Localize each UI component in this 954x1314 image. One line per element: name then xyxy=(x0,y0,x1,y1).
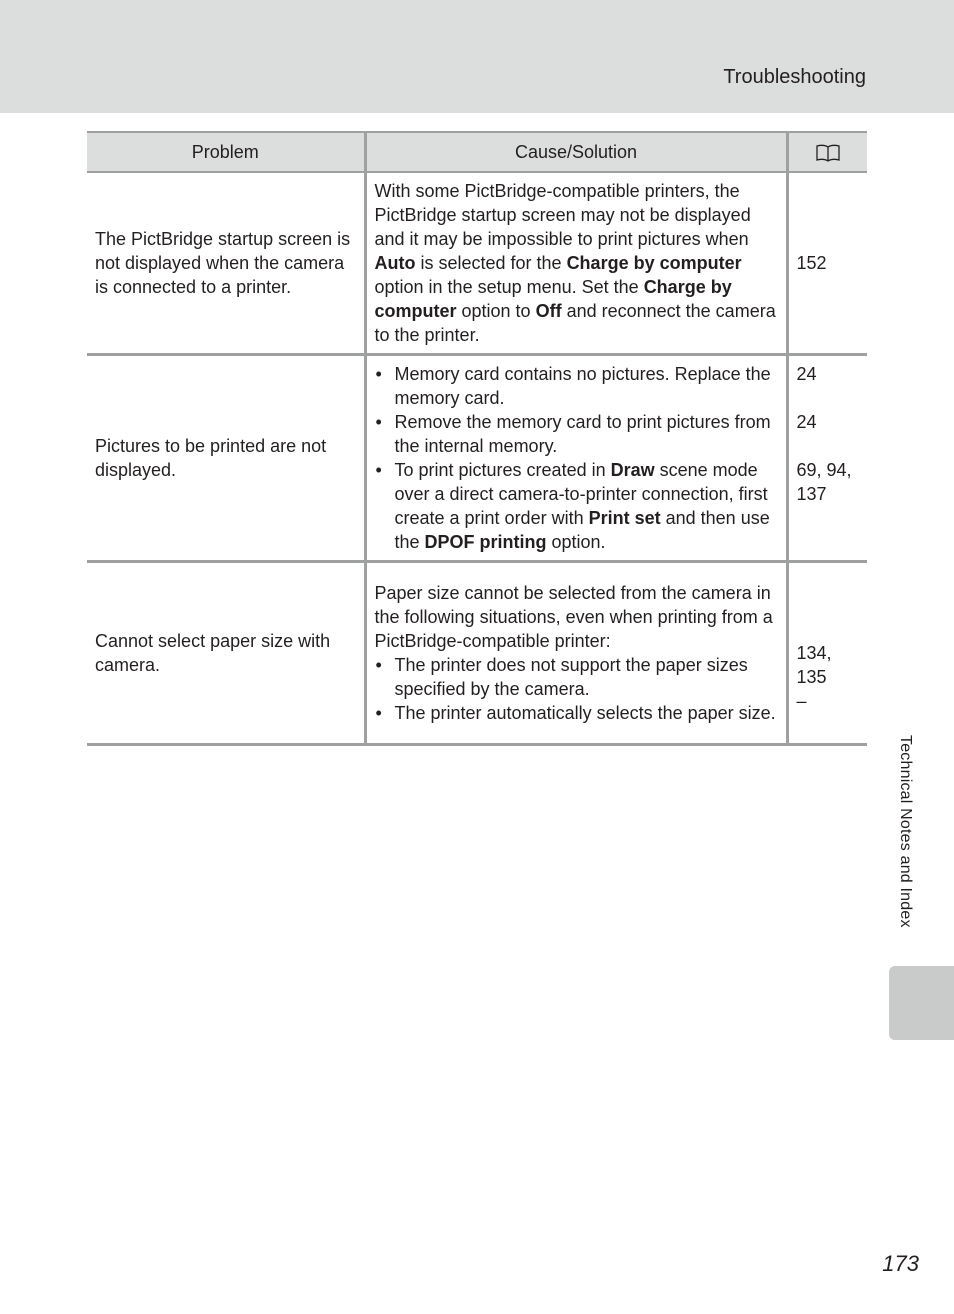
solution-emphasis: Charge by computer xyxy=(566,253,742,273)
solution-text: option to xyxy=(456,301,536,321)
spacer xyxy=(797,617,860,641)
column-header-cause-solution: Cause/Solution xyxy=(365,132,787,172)
solution-emphasis: Charge by computer xyxy=(374,277,732,321)
solution-text: and reconnect the camera to the printer. xyxy=(374,301,776,345)
spacer xyxy=(797,593,860,617)
solution-emphasis: Print set xyxy=(588,508,661,528)
page-reference: 69, 94, xyxy=(796,460,852,480)
solution-emphasis: Auto xyxy=(374,253,416,273)
table-header-row xyxy=(87,132,867,172)
side-section-tab xyxy=(889,966,954,1040)
solution-text: and then use the xyxy=(394,508,770,552)
solution-emphasis: DPOF printing xyxy=(424,532,547,552)
solution-emphasis: Off xyxy=(535,301,562,321)
table-row xyxy=(87,562,867,745)
troubleshooting-table xyxy=(87,131,867,746)
column-header-problem: Problem xyxy=(87,132,365,172)
solution-cell xyxy=(365,172,787,355)
solution-text: To print pictures created in xyxy=(394,460,611,480)
spacer xyxy=(797,713,860,737)
solution-intro: Paper size cannot be selected from the camera in the following situations, even when printing from a PictBridge-compatible printer: xyxy=(374,583,773,651)
page-reference: 137 xyxy=(796,484,827,504)
list-item: • The printer does not support the paper sizes specified by the camera. xyxy=(375,653,778,701)
header-band xyxy=(0,0,954,113)
solution-list xyxy=(375,362,778,554)
solution-list xyxy=(375,653,778,725)
solution-text: is selected for the xyxy=(415,253,567,273)
problem-cell: Cannot select paper size with camera. xyxy=(87,562,365,745)
side-section-label: Technical Notes and Index xyxy=(897,735,914,928)
solution-text: With some PictBridge-compatible printers, the PictBridge startup screen may not be displayed and it may be impossible to print pictures when xyxy=(374,181,751,249)
list-item: • Remove the memory card to print pictures from the internal memory. xyxy=(375,410,778,458)
reference-cell xyxy=(787,355,867,562)
column-header-reference xyxy=(787,132,867,172)
spacer xyxy=(797,434,860,458)
solution-text: option in the setup menu. Set the xyxy=(374,277,644,297)
reference-cell xyxy=(787,562,867,745)
solution-text: scene mode over a direct camera-to-printer connection, first create a print order with xyxy=(394,460,768,528)
page-reference: – xyxy=(796,691,807,711)
page-reference: 135 xyxy=(796,667,827,687)
section-title: Troubleshooting xyxy=(723,66,866,88)
page-reference: 152 xyxy=(796,253,827,273)
page-reference: 134, xyxy=(796,643,832,663)
spacer xyxy=(797,386,860,410)
list-item: • Memory card contains no pictures. Replace the memory card. xyxy=(375,362,778,410)
page-number: 173 xyxy=(882,1251,919,1276)
book-icon xyxy=(815,143,841,163)
solution-emphasis: Draw xyxy=(610,460,655,480)
table-row xyxy=(87,355,867,562)
solution-cell xyxy=(365,355,787,562)
solution-text: option. xyxy=(546,532,606,552)
list-item xyxy=(375,458,778,554)
reference-cell xyxy=(787,172,867,355)
problem-cell: The PictBridge startup screen is not displayed when the camera is connected to a printer. xyxy=(87,172,365,355)
problem-cell: Pictures to be printed are not displayed. xyxy=(87,355,365,562)
table-row xyxy=(87,172,867,355)
page-reference: 24 xyxy=(796,364,817,384)
list-item: • The printer automatically selects the paper size. xyxy=(375,701,778,725)
spacer xyxy=(797,569,860,593)
solution-cell xyxy=(365,562,787,745)
page-reference: 24 xyxy=(796,412,817,432)
